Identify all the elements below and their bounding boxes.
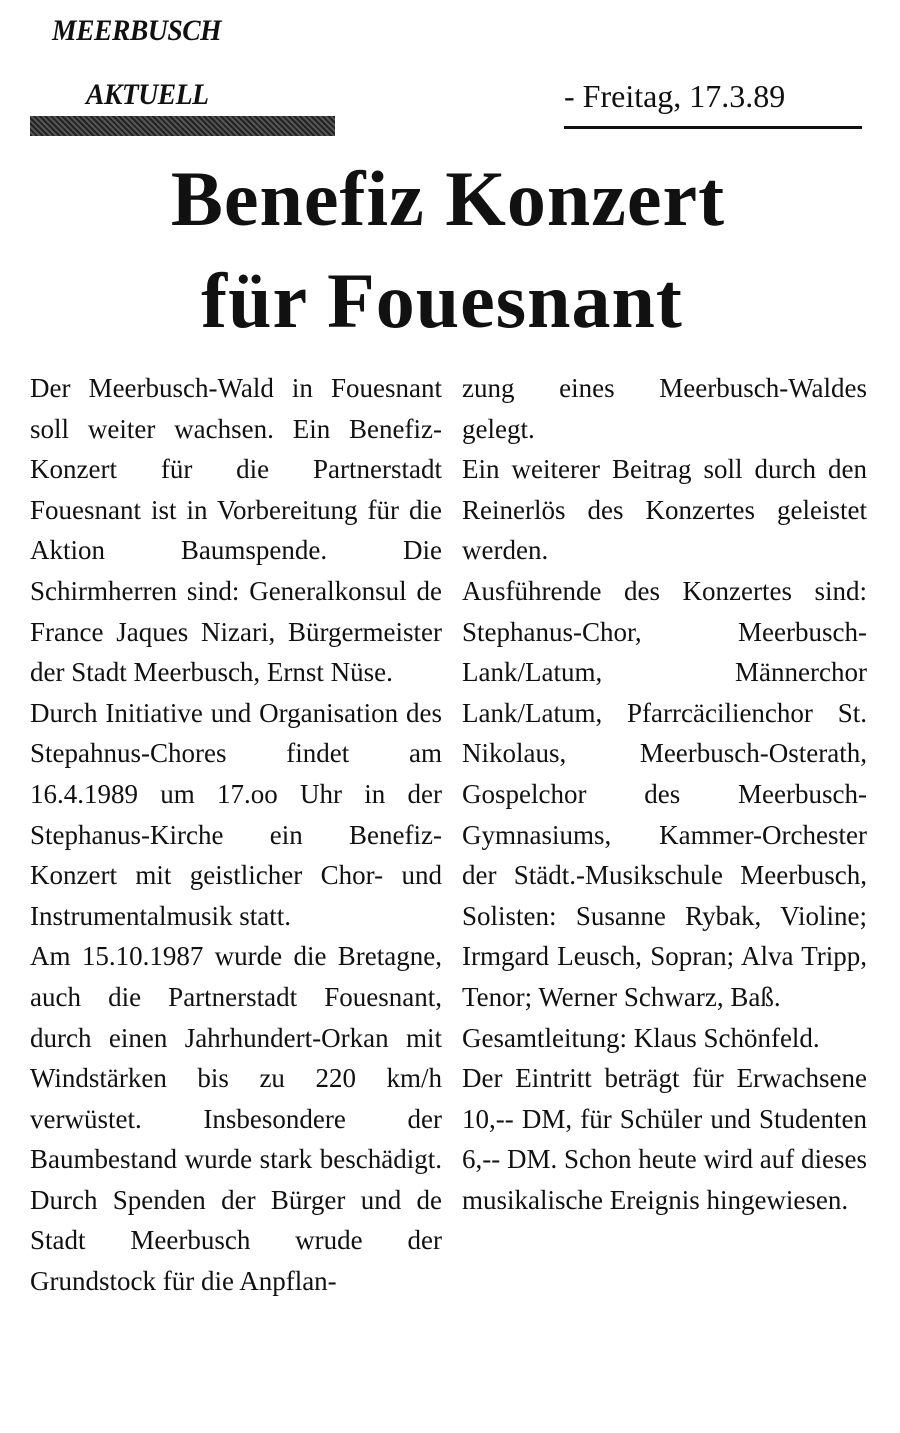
paragraph: zung eines Meerbusch-Waldes gelegt.	[462, 373, 867, 444]
masthead-bar	[30, 116, 335, 136]
dateline-rule	[564, 126, 862, 129]
paragraph: Ausführende des Konzertes sind: Stephanus-Chor, Meerbusch-Lank/Latum, Männerchor Lank/Latum, Pfarrcäcilienchor St. Nikolaus, Meerbusch-Osterath, Gospelchor des Meerbusch-Gymnasiums, Kammer-Orchester der Städt.-Musikschule Meerbusch, Solisten: Susanne Rybak, Violine; Irmgard Leusch, Sopran; Alva Tripp, Tenor; Werner Schwarz, Baß.	[462, 575, 867, 1012]
masthead-title-line2: AKTUELL	[86, 78, 209, 111]
paragraph: Am 15.10.1987 wurde die Bretagne, auch die Partnerstadt Fouesnant, durch einen Jahrhundert-Orkan mit Windstärken bis zu 220 km/h verwüstet. Insbesondere der Baumbestand wurde stark beschädigt. Durch Spenden der Bürger und de Stadt Meerbusch wrude der Grundstock für die Anpflan-	[30, 941, 442, 1297]
headline-line2: für Fouesnant	[201, 257, 683, 344]
paragraph: Durch Initiative und Organisation des Stepahnus-Chores findet am 16.4.1989 um 17.oo Uhr in der Stephanus-Kirche ein Benefiz-Konzert mit geistlicher Chor- und Instrumentalmusik statt.	[30, 697, 442, 931]
paragraph: Gesamtleitung: Klaus Schönfeld.	[462, 1022, 820, 1053]
article-column-left	[30, 368, 442, 1302]
masthead	[30, 14, 340, 112]
article-column-right	[462, 368, 867, 1220]
article-headline	[0, 148, 900, 352]
paragraph: Ein weiterer Beitrag soll durch den Reinerlös des Konzertes geleistet werden.	[462, 454, 867, 566]
paragraph: Der Meerbusch-Wald in Fouesnant soll weiter wachsen. Ein Benefiz-Konzert für die Partnerstadt Fouesnant ist in Vorbereitung für die Aktion Baumspende. Die Schirmherren sind: Generalkonsul de France Jaques Nizari, Bürgermeister der Stadt Meerbusch, Ernst Nüse.	[30, 373, 442, 688]
headline-line1: Benefiz Konzert	[170, 155, 726, 242]
masthead-title-line1: MEERBUSCH	[52, 14, 222, 47]
dateline: - Freitag, 17.3.89	[564, 78, 786, 114]
paragraph: Der Eintritt beträgt für Erwachsene 10,-- DM, für Schüler und Studenten 6,-- DM. Schon heute wird auf dieses musikalische Ereignis hingewiesen.	[462, 1063, 867, 1215]
